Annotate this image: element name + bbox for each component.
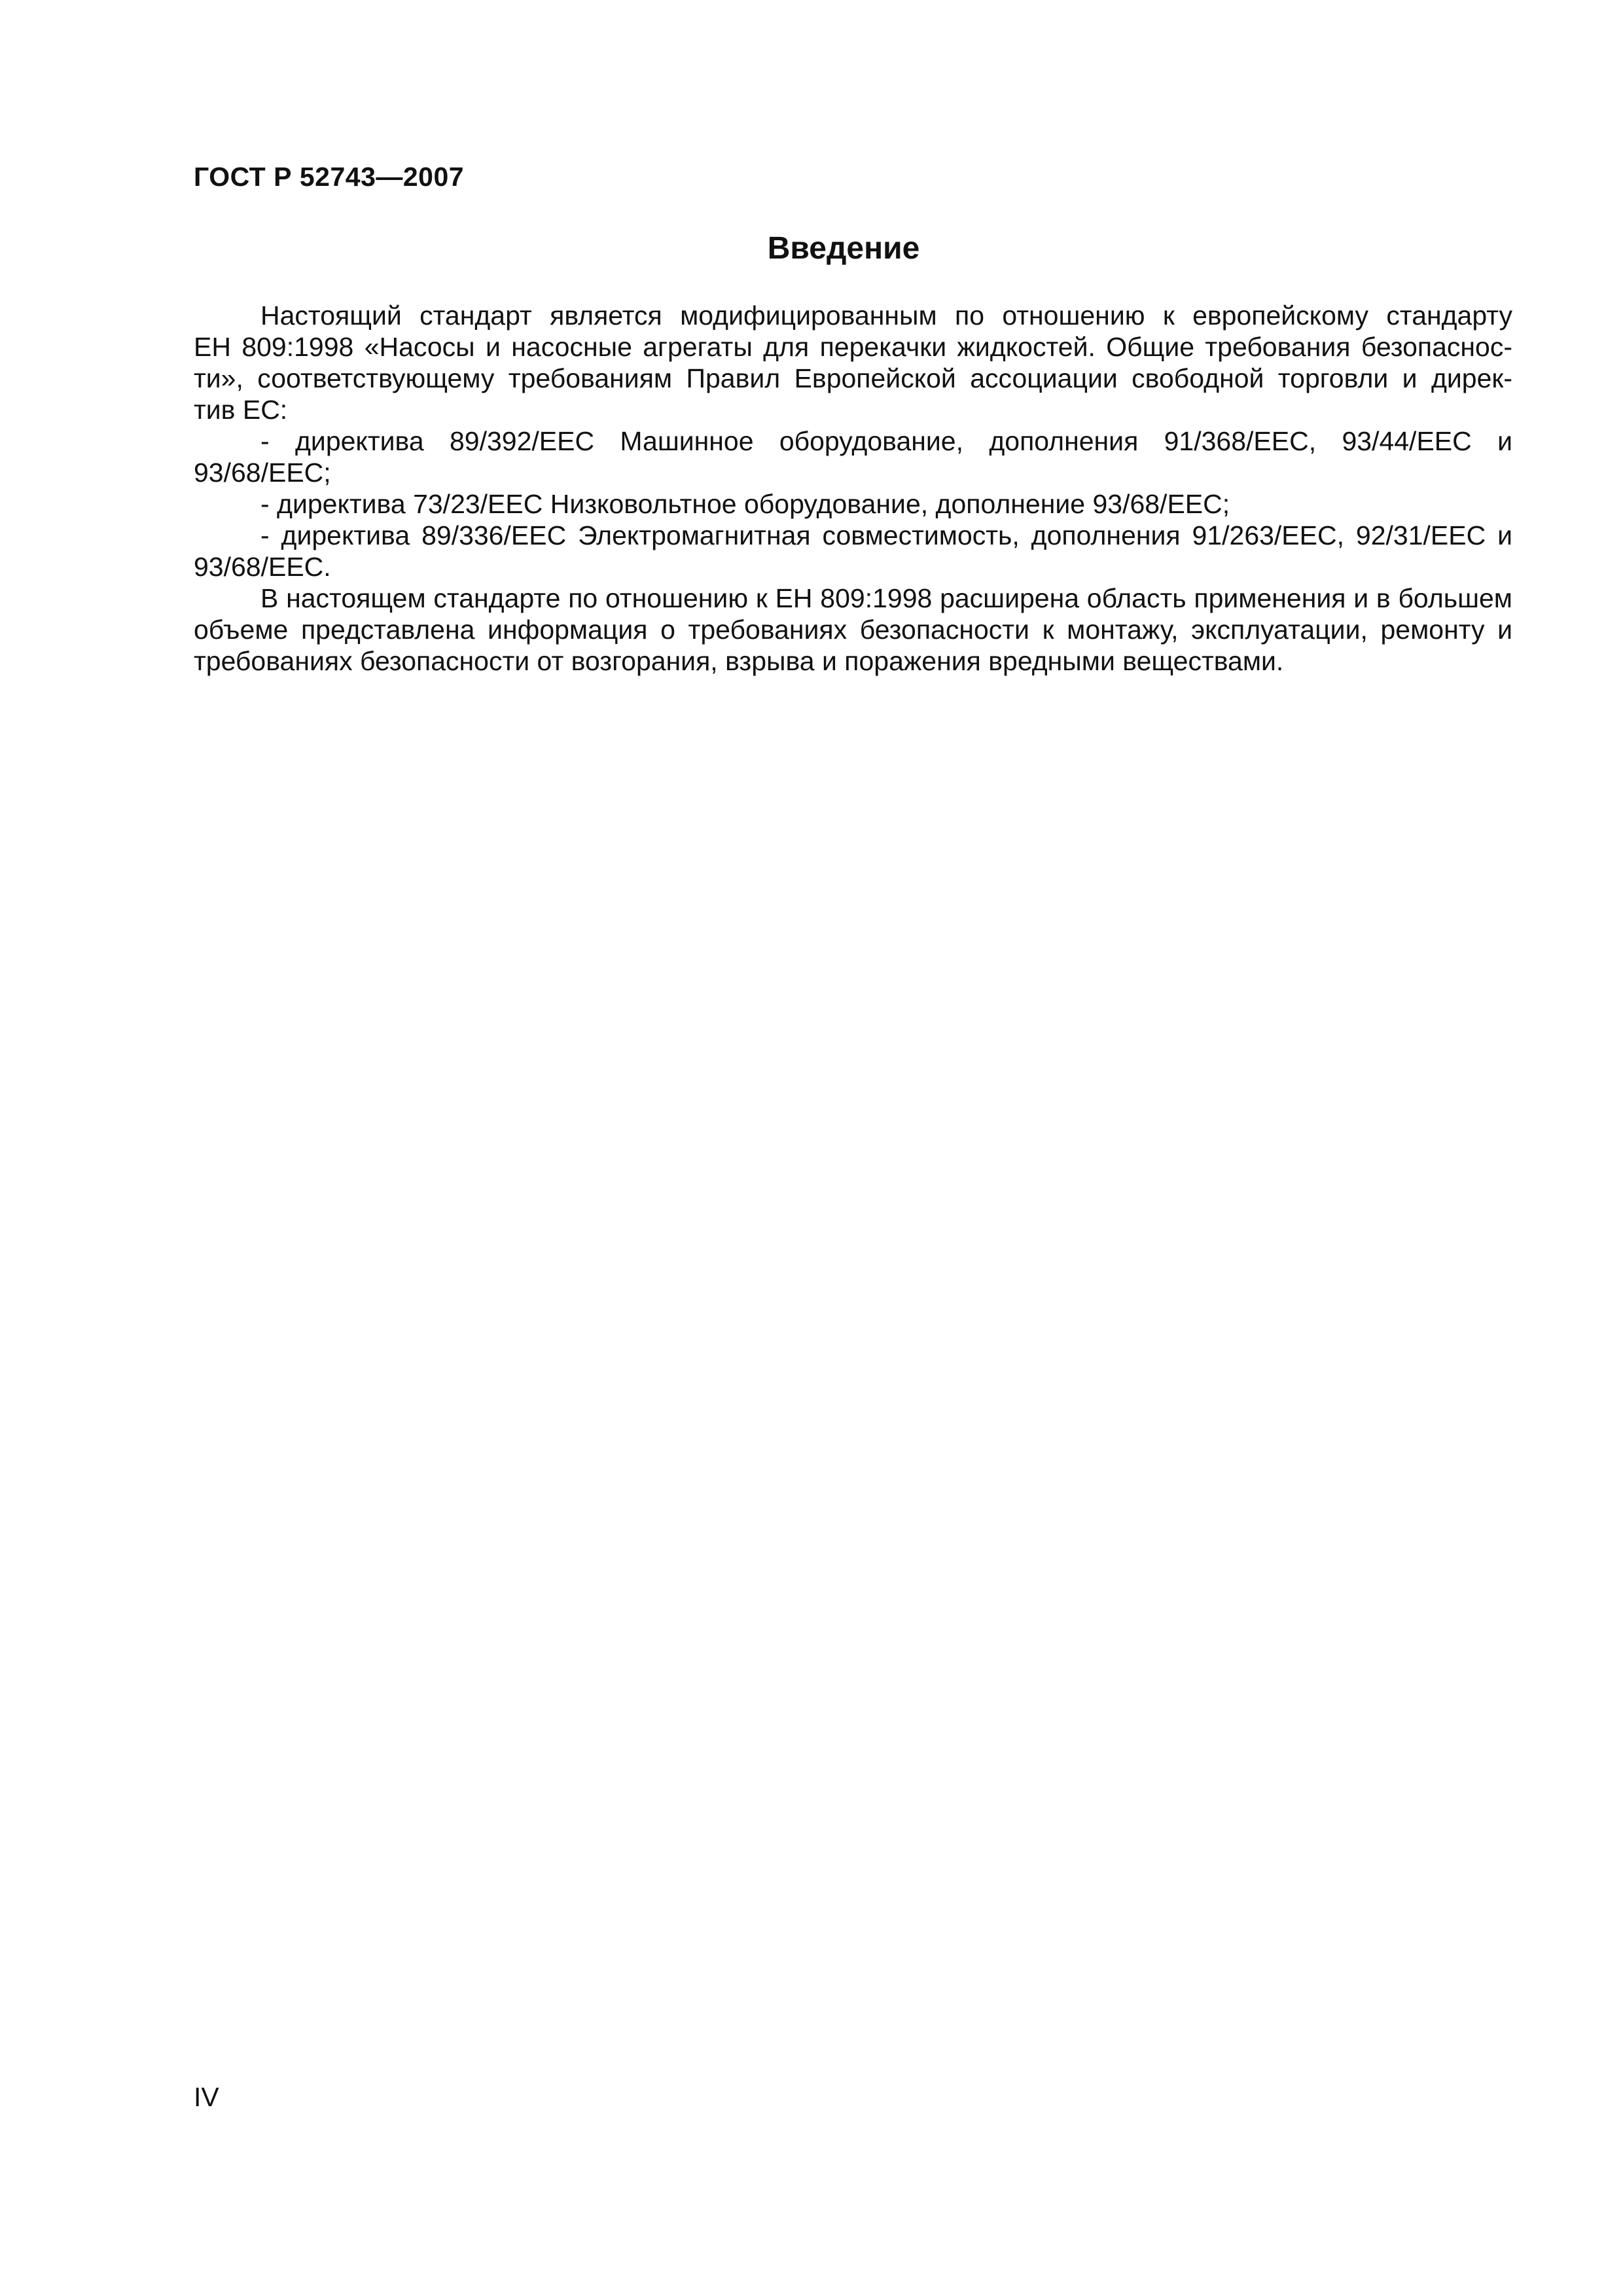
list-item-line: - директива 89/336/ЕЕС Электромагнитная совместимость, дополнения 91/263/ЕЕС, 92/31/ЕЕС и: [260, 520, 1512, 550]
paragraph-line: требованиях безопасности от возгорания, взрыва и поражения вредными веществами.: [194, 646, 1284, 676]
paragraph-line: В настоящем стандарте по отношению к ЕН 809:1998 расширена область применения и в большем: [260, 583, 1512, 613]
introduction-body: [194, 300, 1512, 677]
paragraph-line: ЕН 809:1998 «Насосы и насосные агрегаты для перекачки жидкостей. Общие требования безопаснос-: [194, 332, 1512, 362]
paragraph-line: Настоящий стандарт является модифицированным по отношению к европейскому стандарту: [260, 300, 1512, 331]
list-item-line: 93/68/ЕЕС.: [194, 552, 331, 582]
list-item-line: - директива 89/392/ЕЕС Машинное оборудование, дополнения 91/368/ЕЕС, 93/44/ЕЕС и: [260, 426, 1512, 456]
list-item-line: - директива 73/23/ЕЕС Низковольтное оборудование, дополнение 93/68/ЕЕС;: [260, 489, 1230, 519]
list-item-line: 93/68/ЕЕС;: [194, 457, 331, 488]
paragraph-line: объеме представлена информация о требованиях безопасности к монтажу, эксплуатации, ремонту и: [194, 615, 1512, 645]
page-number: IV: [194, 2082, 219, 2112]
paragraph-line: тив ЕС:: [194, 395, 288, 425]
document-header-id: ГОСТ Р 52743—2007: [194, 162, 465, 192]
section-title: Введение: [767, 231, 920, 266]
paragraph-line: ти», соответствующему требованиям Правил Европейской ассоциации свободной торговли и дирек-: [194, 363, 1512, 393]
